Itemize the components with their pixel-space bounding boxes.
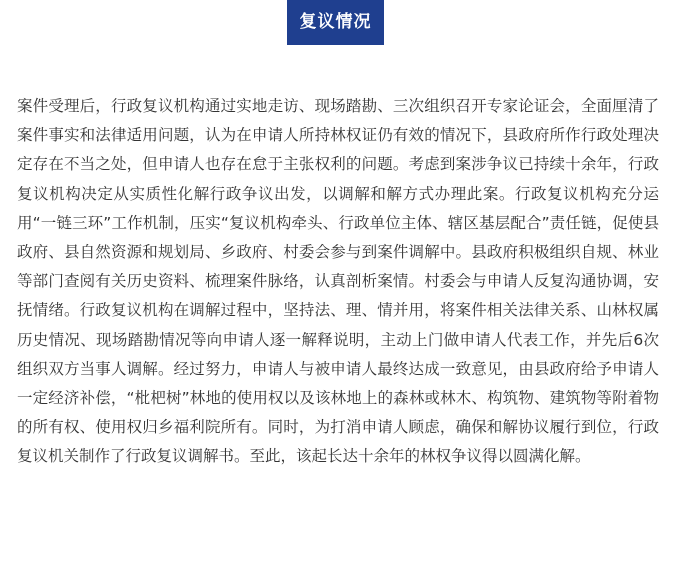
section-title-badge: 复议情况 bbox=[287, 0, 384, 45]
article-paragraph: 案件受理后，行政复议机构通过实地走访、现场踏勘、三次组织召开专家论证会，全面厘清了案件事实和法律适用问题，认为在申请人所持林权证仍有效的情况下，县政府所作行政处理决定存在不当之处，但申请人也存在怠于主张权利的问题。考虑到案涉争议已持续十余年，行政复议机构决定从实质性化解行政争议出发，以调解和解方式办理此案。行政复议机构充分运用“一链三环”工作机制，压实“复议机构牵头、行政单位主体、辖区基层配合”责任链，促使县政府、县自然资源和规划局、乡政府、村委会参与到案件调解中。县政府积极组织自规、林业等部门查阅有关历史资料、梳理案件脉络，认真剖析案情。村委会与申请人反复沟通协调，安抚情绪。行政复议机构在调解过程中，坚持法、理、情并用，将案件相关法律关系、山林权属历史情况、现场踏勘情况等向申请人逐一解释说明，主动上门做申请人代表工作，并先后6次组织双方当事人调解。经过努力，申请人与被申请人最终达成一致意见，由县政府给予申请人一定经济补偿，“枇杷树”林地的使用权以及该林地上的森林或林木、构筑物、建筑物等附着物的所有权、使用权归乡福利院所有。同时，为打消申请人顾虑，确保和解协议履行到位，行政复议机关制作了行政复议调解书。至此，该起长达十余年的林权争议得以圆满化解。 bbox=[17, 97, 659, 466]
